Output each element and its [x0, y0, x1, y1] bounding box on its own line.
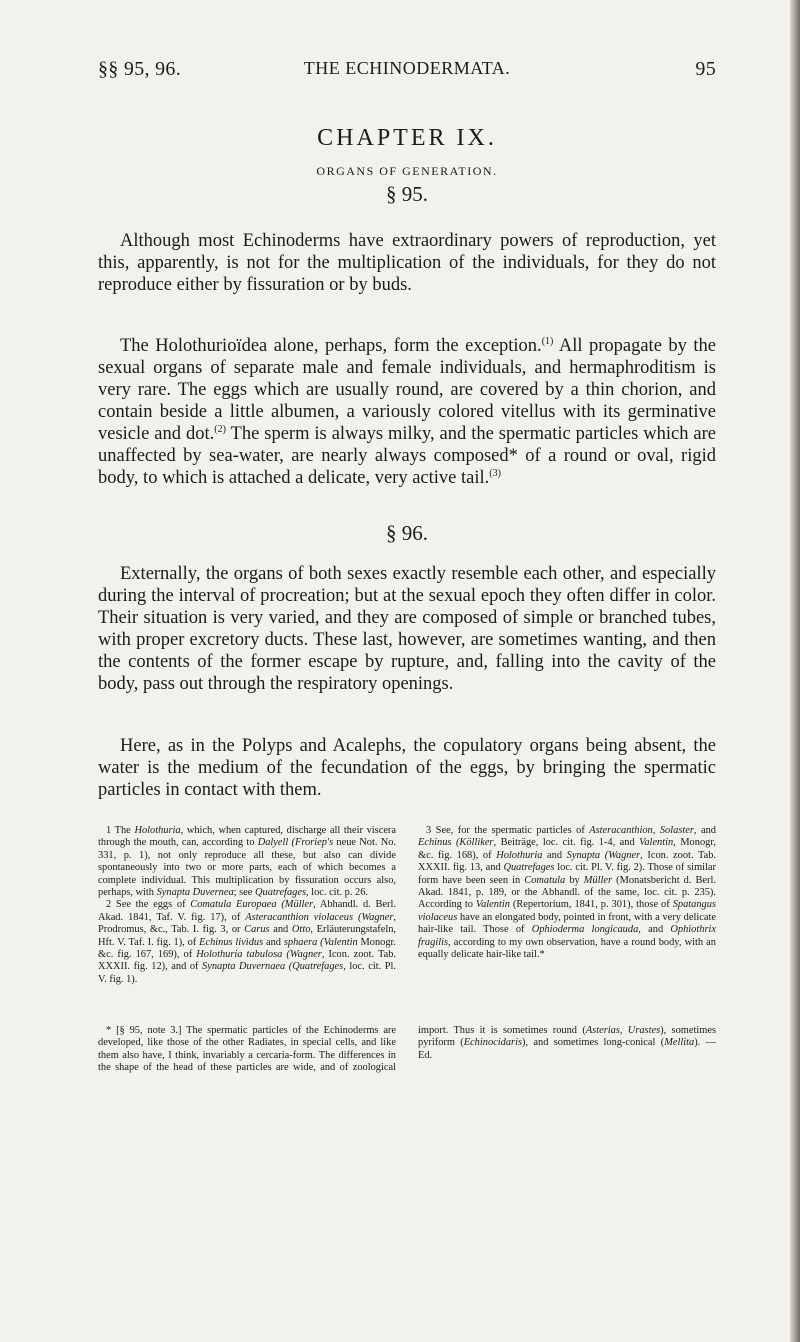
text-run: ), sometimes pyriform ( — [418, 1025, 716, 1049]
text-run: Valentin — [475, 899, 510, 911]
section-range: §§ 95, 96. — [98, 58, 181, 80]
text-run: All propagate by the sexual organs of separate male and female individuals, and hermaphroditism is very rare. The eggs which are usually round, are covered by a thin chorion, and contain beside a little albumen, a variously colored vitellus with its germinative vesicle and dot. — [98, 336, 716, 444]
text-run: ; see — [233, 887, 255, 899]
text-run: and — [263, 936, 284, 948]
text-run: Comatula — [524, 874, 566, 886]
chapter-heading: CHAPTER IX. — [317, 125, 497, 151]
footnote-ref-1: (1) — [541, 335, 554, 347]
page-edge — [790, 0, 800, 1342]
section-96-heading: § 96. — [386, 521, 428, 545]
text-run: , loc. cit. Pl. V. fig. 1). — [98, 961, 397, 985]
text-run: Synapta (Wagner — [566, 849, 641, 861]
footnote-ref-2: (2) — [214, 423, 226, 435]
text-run: , and — [638, 924, 671, 936]
text-run: Dalyell (Froriep's — [257, 837, 334, 849]
text-run: , Beiträge, loc. cit. fig. 1-4, and — [493, 837, 640, 849]
text-run: 2 See the eggs of — [106, 899, 191, 911]
text-run: , loc. cit. p. 26. — [305, 887, 369, 899]
text-run: Echinus (Kölliker — [418, 837, 494, 849]
text-run: Valentin — [639, 837, 674, 849]
text-run: 1 The — [106, 825, 135, 836]
editor-note — [98, 1025, 716, 1075]
text-run: loc. cit. Pl. V. fig. 2). Those of similar form have been seen in — [418, 862, 716, 886]
text-run: , Icon. zoot. Tab. XXXII. fig. 13, and — [418, 849, 716, 874]
text-run: Müller — [583, 874, 613, 886]
text-run: ). — Ed. — [418, 1037, 716, 1061]
text-run: ), and sometimes long-conical ( — [522, 1037, 665, 1049]
text-run: Comatula Europaea (Müller — [190, 899, 314, 911]
text-run: have an elongated body, pointed in front, with a very delicate hair-like tail. Those of — [418, 911, 716, 936]
text-run: Monogr. &c. fig. 167, 169), of — [98, 936, 397, 961]
text-run: The sperm is always milky, and the spermatic particles which are unaffected by sea-water, are nearly always composed* of a round or oval, rigid body, to which is attached a delicate, very active tail. — [98, 424, 716, 488]
text-run: , according to my own observation, have a round body, with an equally delicate hair-like tail.* — [418, 936, 716, 961]
text-run: Ophiothrix fragilis — [418, 924, 716, 948]
text-run: Quatrefages — [503, 862, 555, 874]
section-96-paragraph-2: Here, as in the Polyps and Acalephs, the copulatory organs being absent, the water is the medium of the fecundation of the eggs, by bringing the spermatic particles in contact with them. — [98, 736, 716, 800]
text-run: and — [269, 924, 292, 936]
text-run: Ophioderma longicauda — [531, 924, 639, 936]
section-95-heading: § 95. — [386, 182, 428, 206]
text-run: sphaera (Valentin — [283, 936, 358, 948]
text-run: , Abhandl. d. Berl. Akad. 1841, Taf. V. fig. 17), of — [98, 899, 396, 923]
text-run: Mellita — [664, 1037, 695, 1049]
text-run: Synapta Duvernaea (Quatrefages — [202, 961, 344, 973]
text-run: Holothuria — [496, 849, 543, 861]
text-run: , Icon. zoot. Tab. XXXII. fig. 12), and of — [98, 949, 397, 973]
text-run: Synapta Duvernea — [156, 887, 234, 899]
text-run: Quatrefages — [255, 887, 306, 899]
text-run: Asterias, Urastes — [585, 1025, 661, 1036]
page-number: 95 — [695, 58, 716, 80]
text-run: * [§ 95, note 3.] The spermatic particles of the Echinoderms are developed, like those of the other Radiates, in special cells, and like them also have, I think, invariably a cercaria-form. The differences in the shape of the head of these particles are wide, and of zoological import. Thus it is sometimes round ( — [98, 1025, 586, 1074]
running-title: THE ECHINODERMATA. — [303, 58, 511, 78]
text-run: (Repertorium, 1841, p. 301), those of — [509, 899, 673, 911]
text-run: Otto — [291, 924, 311, 936]
text-run: Asteracanthion, Solaster — [589, 825, 694, 836]
running-head — [98, 58, 716, 88]
text-run: Spatangus violaceus — [418, 899, 716, 923]
text-run: by — [565, 874, 584, 886]
text-run: Echinocidaris — [463, 1037, 523, 1049]
text-run: The Holothurioïdea alone, perhaps, form the exception. — [120, 336, 542, 356]
text-run: , Monogr, &c. fig. 168), of — [418, 837, 716, 861]
footnote-1-and-2 — [98, 825, 396, 986]
text-run: Echinus lividus — [199, 936, 264, 948]
text-run: , Prodromus, &c., Tab. I. fig. 3, or — [98, 911, 397, 936]
footnote-ref-3: (3) — [489, 467, 501, 479]
text-run: Carus — [244, 924, 270, 936]
chapter-subheading: ORGANS OF GENERATION. — [316, 164, 498, 178]
text-run: , and — [693, 825, 716, 836]
text-run: , which, when captured, discharge all their viscera through the mouth, can, according to — [98, 825, 396, 849]
text-run: and — [542, 849, 567, 861]
section-96-paragraph-1: Externally, the organs of both sexes exactly resemble each other, and especially during the interval of procreation; but at the sexual epoch they often differ in color. Their situation is very varied, and they are composed of simple or branched tubes, with proper excretory ducts. These last, however, are sometimes wanting, and then the contents of the former escape by rupture, and, falling into the cavity of the body, pass out through the respiratory openings. — [98, 564, 716, 694]
footnote-3 — [418, 825, 716, 961]
section-95-paragraph-2 — [98, 335, 716, 489]
text-run: , Erläuterungstafeln, Hft. V. Taf. I. fig. 1), of — [98, 924, 396, 948]
text-run: Asteracanthion violaceus (Wagner — [245, 911, 394, 923]
text-run: Holothuria — [134, 825, 181, 836]
section-95-paragraph-1: Although most Echinoderms have extraordinary powers of reproduction, yet this, apparently, is not for the multiplication of the individuals, for they do not reproduce either by fissuration or by buds. — [98, 231, 716, 295]
text-run: 3 See, for the spermatic particles of — [426, 825, 590, 836]
text-run: neue Not. No. 331, p. 1), not only reproduce all these, but also can divide spontaneously into two or more parts, each of which becomes a complete individual. This multiplication by fissuration occurs also, perhaps, with — [98, 837, 397, 899]
text-run: Holothuria tabulosa (Wagner — [196, 949, 322, 961]
text-run: (Monatsbericht d. Berl. Akad. 1841, p. 189, or the Abhandl. of the same, loc. cit. p. 235). According to — [418, 874, 716, 911]
